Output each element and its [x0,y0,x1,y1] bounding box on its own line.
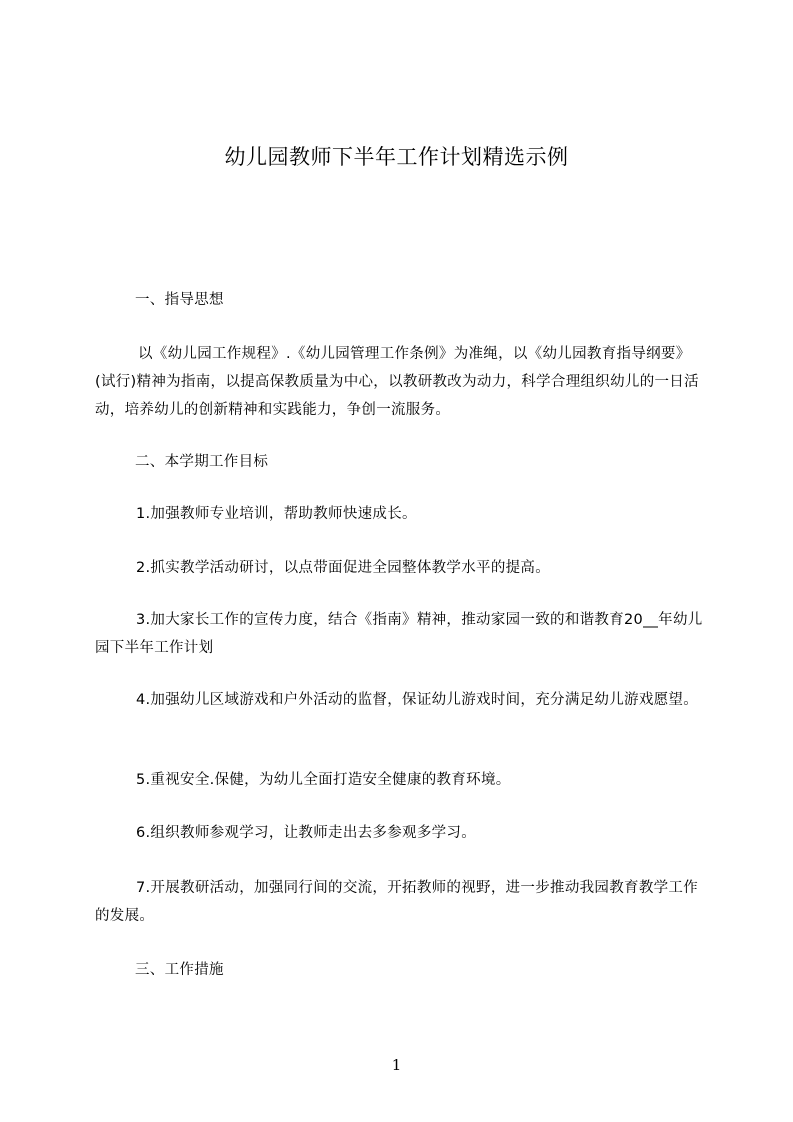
goal-item-1: 1.加强教师专业培训，帮助教师快速成长。 [136,506,417,522]
paragraph-guiding-ideology: 以《幼儿园工作规程》.《幼儿园管理工作条例》为准绳，以《幼儿园教育指导纲要》(试行)精神为指南，以提高保教质量为中心，以教研教改为动力，科学合理组织幼儿的一日活动，培养幼儿的创新精神和实践能力，争创一流服务。 [95,346,699,418]
page-number: 1 [391,1056,402,1074]
goal-item-7: 7.开展教研活动，加强同行间的交流，开拓教师的视野，进一步推动我园教育教学工作的发展。 [95,880,699,924]
goal-item-3: 3.加大家长工作的宣传力度，结合《指南》精神，推动家园一致的和谐教育20__年幼儿园下半年工作计划 [95,612,703,656]
section-heading-work-measures: 三、工作措施 [135,962,224,978]
section-heading-semester-goals: 二、本学期工作目标 [135,454,269,470]
section-heading-guiding-ideology: 一、指导思想 [135,292,224,308]
document-title: 幼儿园教师下半年工作计划精选示例 [224,145,569,169]
goal-item-5: 5.重视安全.保健，为幼儿全面打造安全健康的教育环境。 [136,772,511,788]
goal-item-2: 2.抓实教学活动研讨，以点带面促进全园整体教学水平的提高。 [136,560,551,576]
goal-item-4: 4.加强幼儿区域游戏和户外活动的监督，保证幼儿游戏时间，充分满足幼儿游戏愿望。 [136,692,699,708]
goal-item-6: 6.组织教师参观学习，让教师走出去多参观多学习。 [136,825,477,841]
